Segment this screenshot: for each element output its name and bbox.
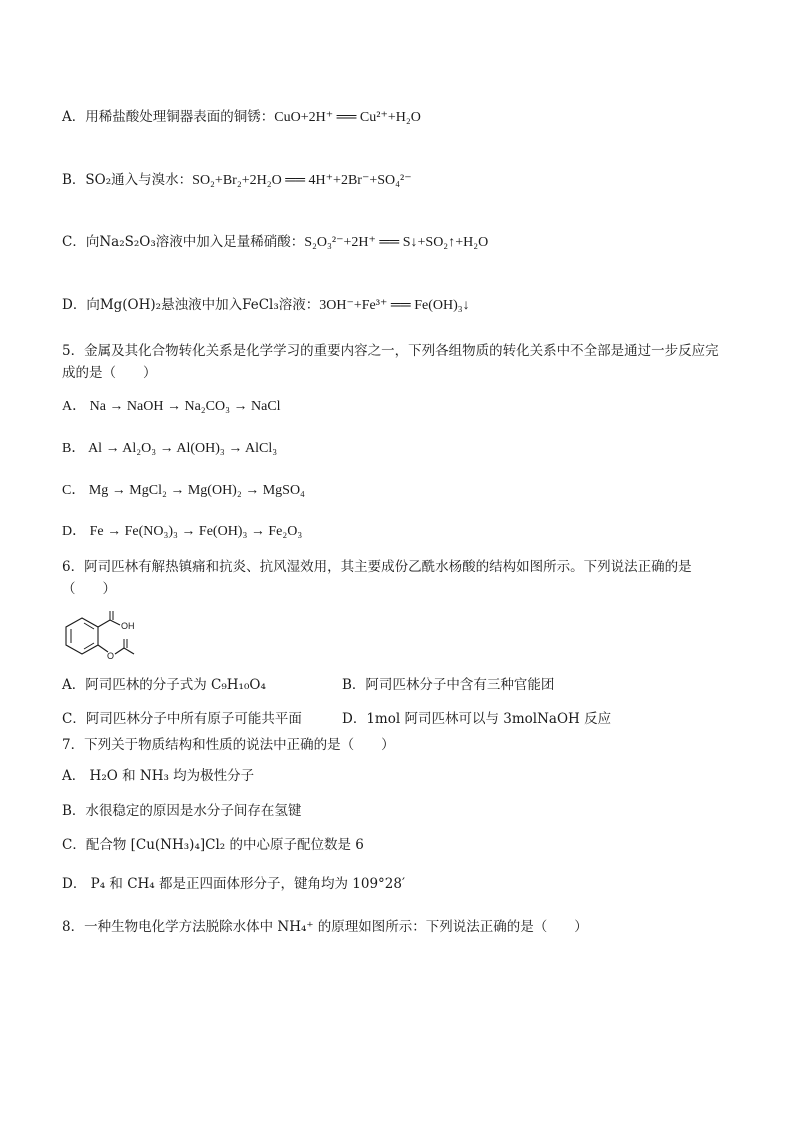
q7-option-a[interactable]: A． H₂O 和 NH₃ 均为极性分子 <box>62 768 255 784</box>
aspirin-structure-diagram <box>62 610 172 666</box>
q4-option-d[interactable] <box>62 295 470 316</box>
q6-stem: 6．阿司匹林有解热镇痛和抗炎、抗风湿效用，其主要成份乙酰水杨酸的结构如图所示。下列说法正确的是（ ） <box>62 559 692 597</box>
q4-option-b-label: B．SO₂通入与溴水： <box>62 172 193 188</box>
q6-option-a[interactable]: A．阿司匹林的分子式为 C₉H₁₀O₄ <box>62 677 266 693</box>
q4-option-c[interactable] <box>62 232 488 253</box>
q5-option-a[interactable]: A． Na → NaOH → Na₂CO₃ → NaCl <box>62 399 281 414</box>
q6-option-c[interactable]: C．阿司匹林分子中所有原子可能共平面 <box>62 711 302 727</box>
q6-option-d[interactable]: D．1mol 阿司匹林可以与 3molNaOH 反应 <box>342 711 612 727</box>
svg-text:O: O <box>107 651 115 661</box>
q7-option-d[interactable]: D． P₄ 和 CH₄ 都是正四面体形分子，键角均为 109°28′ <box>62 876 406 892</box>
q5-option-b[interactable]: B． Al → Al₂O₃ → Al(OH)₃ → AlCl₃ <box>62 441 278 456</box>
q4-option-d-equation: 3OH⁻+Fe³⁺ ══ Fe(OH)₃↓ <box>319 298 470 313</box>
q4-option-a-equation: CuO+2H⁺ ══ Cu²⁺+H₂O <box>274 110 421 125</box>
q5-option-c[interactable]: C． Mg → MgCl₂ → Mg(OH)₂ → MgSO₄ <box>62 483 305 498</box>
q4-option-b-equation: SO₂+Br₂+2H₂O ══ 4H⁺+2Br⁻+SO₄²⁻ <box>192 173 412 188</box>
q4-option-c-equation: S₂O₃²⁻+2H⁺ ══ S↓+SO₂↑+H₂O <box>304 235 489 250</box>
q4-option-a[interactable] <box>62 107 421 128</box>
q4-option-b[interactable] <box>62 170 412 191</box>
q6-options-row-1 <box>62 675 732 695</box>
q7-option-b[interactable]: B．水很稳定的原因是水分子间存在氢键 <box>62 803 302 819</box>
q6-option-b[interactable]: B．阿司匹林分子中含有三种官能团 <box>342 677 555 693</box>
q4-option-c-label: C．向Na₂S₂O₃溶液中加入足量稀硝酸： <box>62 234 305 250</box>
q6-options-row-2 <box>62 709 732 729</box>
structure-oh-label: OH <box>121 621 135 631</box>
q4-option-a-label: A．用稀盐酸处理铜器表面的铜锈： <box>62 109 275 125</box>
q4-option-d-label: D．向Mg(OH)₂悬浊液中加入FeCl₃溶液： <box>62 297 320 313</box>
q7-option-c[interactable]: C．配合物 [Cu(NH₃)₄]Cl₂ 的中心原子配位数是 6 <box>62 837 364 853</box>
q5-stem: 5．金属及其化合物转化关系是化学学习的重要内容之一，下列各组物质的转化关系中不全部是通过一步反应完成的是（ ） <box>62 343 719 381</box>
q8-stem: 8．一种生物电化学方法脱除水体中 NH₄⁺ 的原理如图所示：下列说法正确的是（ ） <box>62 919 588 935</box>
q7-stem: 7．下列关于物质结构和性质的说法中正确的是（ ） <box>62 737 395 753</box>
q5-option-d[interactable]: D． Fe → Fe(NO₃)₃ → Fe(OH)₃ → Fe₂O₃ <box>62 524 303 539</box>
